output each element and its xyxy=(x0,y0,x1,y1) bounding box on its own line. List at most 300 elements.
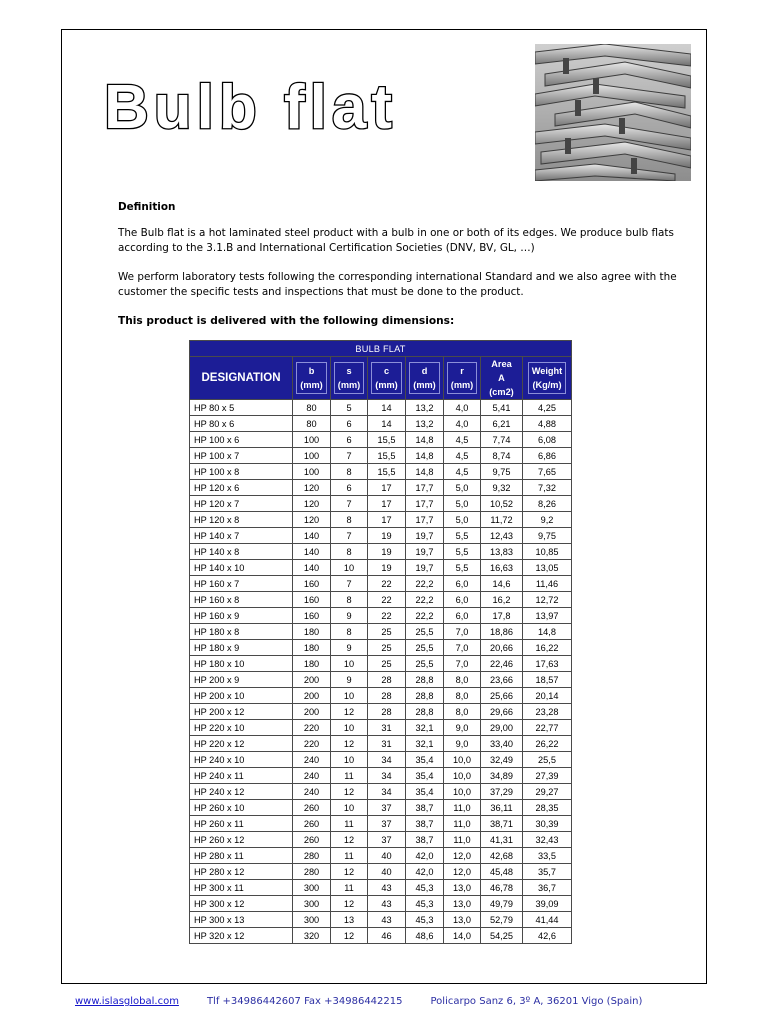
table-cell: 120 xyxy=(293,512,331,528)
table-cell: 41,44 xyxy=(523,912,572,928)
table-cell: 16,22 xyxy=(523,640,572,656)
cell-designation: HP 180 x 8 xyxy=(190,624,293,640)
table-cell: 22,46 xyxy=(481,656,523,672)
table-cell: 16,2 xyxy=(481,592,523,608)
table-cell: 8 xyxy=(331,624,368,640)
table-cell: 35,7 xyxy=(523,864,572,880)
table-cell: 12 xyxy=(331,864,368,880)
table-cell: 240 xyxy=(293,784,331,800)
table-cell: 11,0 xyxy=(444,832,481,848)
table-cell: 160 xyxy=(293,592,331,608)
table-cell: 12 xyxy=(331,896,368,912)
table-cell: 34 xyxy=(368,752,406,768)
table-cell: 22,2 xyxy=(406,608,444,624)
cell-designation: HP 160 x 7 xyxy=(190,576,293,592)
table-row xyxy=(190,576,572,592)
cell-designation: HP 300 x 12 xyxy=(190,896,293,912)
page-footer xyxy=(75,996,642,1007)
table-cell: 300 xyxy=(293,880,331,896)
definition-paragraph-2: We perform laboratory tests following the corresponding international Standard and we also agree with the customer the specific tests and inspections that must be done to the product. xyxy=(118,271,677,298)
cell-designation: HP 280 x 12 xyxy=(190,864,293,880)
cell-designation: HP 280 x 11 xyxy=(190,848,293,864)
table-cell: 13,0 xyxy=(444,896,481,912)
table-cell: 220 xyxy=(293,720,331,736)
table-cell: 37 xyxy=(368,800,406,816)
table-cell: 11 xyxy=(331,768,368,784)
table-row xyxy=(190,560,572,576)
page-title-text: Bulb flat xyxy=(104,80,397,136)
table-row xyxy=(190,896,572,912)
table-cell: 10,85 xyxy=(523,544,572,560)
table-row xyxy=(190,704,572,720)
table-cell: 29,00 xyxy=(481,720,523,736)
header-weight: Weight (Kg/m) xyxy=(523,357,572,400)
table-cell: 25 xyxy=(368,624,406,640)
table-cell: 17,8 xyxy=(481,608,523,624)
cell-designation: HP 220 x 12 xyxy=(190,736,293,752)
table-cell: 45,3 xyxy=(406,880,444,896)
table-cell: 19 xyxy=(368,544,406,560)
table-cell: 39,09 xyxy=(523,896,572,912)
table-row xyxy=(190,752,572,768)
table-cell: 320 xyxy=(293,928,331,944)
table-cell: 22,77 xyxy=(523,720,572,736)
cell-designation: HP 140 x 10 xyxy=(190,560,293,576)
table-cell: 11,0 xyxy=(444,816,481,832)
table-cell: 26,22 xyxy=(523,736,572,752)
cell-designation: HP 260 x 11 xyxy=(190,816,293,832)
table-cell: 37 xyxy=(368,816,406,832)
table-cell: 8,26 xyxy=(523,496,572,512)
table-cell: 30,39 xyxy=(523,816,572,832)
table-cell: 5,5 xyxy=(444,544,481,560)
table-cell: 4,5 xyxy=(444,448,481,464)
cell-designation: HP 80 x 5 xyxy=(190,400,293,416)
cell-designation: HP 140 x 7 xyxy=(190,528,293,544)
table-row xyxy=(190,496,572,512)
cell-designation: HP 140 x 8 xyxy=(190,544,293,560)
table-cell: 100 xyxy=(293,464,331,480)
table-cell: 260 xyxy=(293,800,331,816)
table-cell: 22 xyxy=(368,608,406,624)
table-cell: 140 xyxy=(293,528,331,544)
table-cell: 9 xyxy=(331,672,368,688)
header-designation: DESIGNATION xyxy=(190,357,293,400)
table-cell: 19 xyxy=(368,560,406,576)
table-row xyxy=(190,880,572,896)
table-cell: 34,89 xyxy=(481,768,523,784)
table-row xyxy=(190,624,572,640)
table-cell: 27,39 xyxy=(523,768,572,784)
table-cell: 12 xyxy=(331,928,368,944)
dimensions-table xyxy=(189,340,572,944)
table-row xyxy=(190,464,572,480)
table-row xyxy=(190,528,572,544)
table-cell: 15,5 xyxy=(368,448,406,464)
table-cell: 10,0 xyxy=(444,768,481,784)
table-row xyxy=(190,448,572,464)
table-cell: 160 xyxy=(293,576,331,592)
table-cell: 9,75 xyxy=(481,464,523,480)
table-cell: 38,7 xyxy=(406,800,444,816)
table-cell: 200 xyxy=(293,672,331,688)
table-cell: 5,0 xyxy=(444,512,481,528)
table-cell: 28 xyxy=(368,672,406,688)
table-cell: 260 xyxy=(293,816,331,832)
table-cell: 37,29 xyxy=(481,784,523,800)
table-cell: 280 xyxy=(293,864,331,880)
table-cell: 200 xyxy=(293,688,331,704)
table-cell: 7 xyxy=(331,576,368,592)
table-cell: 38,7 xyxy=(406,816,444,832)
table-cell: 17,63 xyxy=(523,656,572,672)
cell-designation: HP 120 x 6 xyxy=(190,480,293,496)
table-cell: 120 xyxy=(293,496,331,512)
table-cell: 45,3 xyxy=(406,912,444,928)
table-row xyxy=(190,864,572,880)
table-cell: 180 xyxy=(293,624,331,640)
table-cell: 10 xyxy=(331,688,368,704)
table-cell: 6,86 xyxy=(523,448,572,464)
table-row xyxy=(190,768,572,784)
cell-designation: HP 320 x 12 xyxy=(190,928,293,944)
table-cell: 17,7 xyxy=(406,480,444,496)
table-cell: 14,0 xyxy=(444,928,481,944)
table-cell: 7 xyxy=(331,448,368,464)
table-cell: 6 xyxy=(331,432,368,448)
table-cell: 14,8 xyxy=(406,432,444,448)
table-row xyxy=(190,640,572,656)
table-cell: 22,2 xyxy=(406,592,444,608)
table-cell: 11 xyxy=(331,816,368,832)
table-row xyxy=(190,592,572,608)
table-cell: 10,0 xyxy=(444,784,481,800)
table-cell: 52,79 xyxy=(481,912,523,928)
table-row xyxy=(190,400,572,416)
table-cell: 17,7 xyxy=(406,496,444,512)
cell-designation: HP 100 x 8 xyxy=(190,464,293,480)
table-header-row xyxy=(190,357,572,400)
table-cell: 12,0 xyxy=(444,848,481,864)
table-cell: 11 xyxy=(331,880,368,896)
table-row xyxy=(190,416,572,432)
table-cell: 160 xyxy=(293,608,331,624)
table-cell: 100 xyxy=(293,432,331,448)
table-cell: 13 xyxy=(331,912,368,928)
table-cell: 5,5 xyxy=(444,528,481,544)
table-cell: 7,32 xyxy=(523,480,572,496)
table-cell: 6,21 xyxy=(481,416,523,432)
table-cell: 200 xyxy=(293,704,331,720)
table-cell: 15,5 xyxy=(368,432,406,448)
table-cell: 34 xyxy=(368,768,406,784)
cell-designation: HP 160 x 8 xyxy=(190,592,293,608)
header-area: Area A (cm2) xyxy=(481,357,523,400)
cell-designation: HP 100 x 6 xyxy=(190,432,293,448)
header-s: s (mm) xyxy=(331,357,368,400)
footer-phone-fax: Tlf +34986442607 Fax +34986442215 xyxy=(206,996,403,1007)
table-cell: 16,63 xyxy=(481,560,523,576)
table-cell: 100 xyxy=(293,448,331,464)
table-cell: 9 xyxy=(331,640,368,656)
table-cell: 12 xyxy=(331,784,368,800)
table-row xyxy=(190,816,572,832)
table-cell: 36,7 xyxy=(523,880,572,896)
table-cell: 38,71 xyxy=(481,816,523,832)
table-cell: 11 xyxy=(331,848,368,864)
table-cell: 18,86 xyxy=(481,624,523,640)
table-cell: 22,2 xyxy=(406,576,444,592)
table-cell: 31 xyxy=(368,736,406,752)
table-cell: 7,74 xyxy=(481,432,523,448)
table-row xyxy=(190,656,572,672)
table-cell: 5,0 xyxy=(444,480,481,496)
table-row xyxy=(190,912,572,928)
table-cell: 17 xyxy=(368,512,406,528)
cell-designation: HP 240 x 11 xyxy=(190,768,293,784)
table-cell: 17 xyxy=(368,496,406,512)
table-cell: 32,43 xyxy=(523,832,572,848)
table-cell: 42,0 xyxy=(406,864,444,880)
table-cell: 40 xyxy=(368,848,406,864)
table-cell: 4,5 xyxy=(444,464,481,480)
table-cell: 8,0 xyxy=(444,688,481,704)
table-cell: 13,83 xyxy=(481,544,523,560)
table-cell: 49,79 xyxy=(481,896,523,912)
table-cell: 14 xyxy=(368,400,406,416)
table-cell: 28,35 xyxy=(523,800,572,816)
table-cell: 28,8 xyxy=(406,688,444,704)
table-cell: 6,0 xyxy=(444,608,481,624)
page-title xyxy=(104,80,529,136)
table-cell: 12,0 xyxy=(444,864,481,880)
table-cell: 36,11 xyxy=(481,800,523,816)
table-cell: 10,0 xyxy=(444,752,481,768)
table-cell: 15,5 xyxy=(368,464,406,480)
table-row xyxy=(190,928,572,944)
table-cell: 8 xyxy=(331,464,368,480)
table-cell: 6 xyxy=(331,416,368,432)
table-cell: 14,8 xyxy=(406,448,444,464)
footer-address: Policarpo Sanz 6, 3º A, 36201 Vigo (Spain) xyxy=(430,996,643,1007)
table-cell: 42,6 xyxy=(523,928,572,944)
table-cell: 37 xyxy=(368,832,406,848)
table-cell: 80 xyxy=(293,416,331,432)
table-cell: 140 xyxy=(293,560,331,576)
table-cell: 10 xyxy=(331,560,368,576)
table-cell: 12,43 xyxy=(481,528,523,544)
cell-designation: HP 120 x 7 xyxy=(190,496,293,512)
table-cell: 13,05 xyxy=(523,560,572,576)
table-cell: 32,49 xyxy=(481,752,523,768)
table-cell: 25,5 xyxy=(406,624,444,640)
table-cell: 41,31 xyxy=(481,832,523,848)
header-d: d (mm) xyxy=(406,357,444,400)
table-cell: 4,5 xyxy=(444,432,481,448)
table-cell: 22 xyxy=(368,592,406,608)
table-cell: 280 xyxy=(293,848,331,864)
table-row xyxy=(190,608,572,624)
cell-designation: HP 80 x 6 xyxy=(190,416,293,432)
table-cell: 140 xyxy=(293,544,331,560)
table-row xyxy=(190,544,572,560)
table-row xyxy=(190,784,572,800)
table-cell: 12 xyxy=(331,832,368,848)
table-cell: 7 xyxy=(331,496,368,512)
table-cell: 11,46 xyxy=(523,576,572,592)
table-cell: 20,14 xyxy=(523,688,572,704)
table-cell: 9,75 xyxy=(523,528,572,544)
cell-designation: HP 220 x 10 xyxy=(190,720,293,736)
table-cell: 40 xyxy=(368,864,406,880)
table-cell: 17,7 xyxy=(406,512,444,528)
table-cell: 35,4 xyxy=(406,784,444,800)
table-cell: 9 xyxy=(331,608,368,624)
cell-designation: HP 100 x 7 xyxy=(190,448,293,464)
table-cell: 14,8 xyxy=(523,624,572,640)
table-cell: 12 xyxy=(331,736,368,752)
table-cell: 10 xyxy=(331,752,368,768)
cell-designation: HP 120 x 8 xyxy=(190,512,293,528)
table-cell: 43 xyxy=(368,880,406,896)
table-cell: 35,4 xyxy=(406,768,444,784)
table-cell: 6,0 xyxy=(444,592,481,608)
table-cell: 48,6 xyxy=(406,928,444,944)
table-cell: 9,0 xyxy=(444,736,481,752)
table-cell: 42,0 xyxy=(406,848,444,864)
table-cell: 300 xyxy=(293,896,331,912)
table-cell: 54,25 xyxy=(481,928,523,944)
table-cell: 25,5 xyxy=(523,752,572,768)
table-cell: 12 xyxy=(331,704,368,720)
table-row xyxy=(190,480,572,496)
definition-heading: Definition xyxy=(118,201,176,213)
definition-section xyxy=(118,200,693,329)
table-cell: 240 xyxy=(293,752,331,768)
table-cell: 22 xyxy=(368,576,406,592)
table-cell: 9,0 xyxy=(444,720,481,736)
table-row xyxy=(190,800,572,816)
cell-designation: HP 180 x 9 xyxy=(190,640,293,656)
table-cell: 13,2 xyxy=(406,416,444,432)
table-cell: 29,66 xyxy=(481,704,523,720)
table-cell: 31 xyxy=(368,720,406,736)
cell-designation: HP 260 x 12 xyxy=(190,832,293,848)
table-cell: 7 xyxy=(331,528,368,544)
table-cell: 20,66 xyxy=(481,640,523,656)
table-cell: 4,25 xyxy=(523,400,572,416)
table-cell: 8 xyxy=(331,544,368,560)
table-cell: 13,97 xyxy=(523,608,572,624)
table-row xyxy=(190,688,572,704)
table-cell: 7,0 xyxy=(444,656,481,672)
table-cell: 11,72 xyxy=(481,512,523,528)
table-cell: 5,0 xyxy=(444,496,481,512)
table-cell: 10 xyxy=(331,656,368,672)
header-c: c (mm) xyxy=(368,357,406,400)
table-cell: 80 xyxy=(293,400,331,416)
table-cell: 13,0 xyxy=(444,912,481,928)
dimensions-heading: This product is delivered with the following dimensions: xyxy=(118,315,455,327)
table-cell: 11,0 xyxy=(444,800,481,816)
table-cell: 19,7 xyxy=(406,544,444,560)
cell-designation: HP 200 x 10 xyxy=(190,688,293,704)
cell-designation: HP 180 x 10 xyxy=(190,656,293,672)
table-cell: 19 xyxy=(368,528,406,544)
table-cell: 4,0 xyxy=(444,400,481,416)
table-cell: 25,5 xyxy=(406,640,444,656)
table-cell: 25 xyxy=(368,656,406,672)
table-band-title: BULB FLAT xyxy=(190,341,572,357)
table-cell: 7,0 xyxy=(444,624,481,640)
table-row xyxy=(190,720,572,736)
table-cell: 13,0 xyxy=(444,880,481,896)
table-cell: 25,5 xyxy=(406,656,444,672)
table-cell: 4,88 xyxy=(523,416,572,432)
cell-designation: HP 300 x 13 xyxy=(190,912,293,928)
table-row xyxy=(190,848,572,864)
table-cell: 180 xyxy=(293,640,331,656)
table-cell: 34 xyxy=(368,784,406,800)
table-cell: 14,8 xyxy=(406,464,444,480)
table-body xyxy=(190,400,572,944)
table-cell: 25 xyxy=(368,640,406,656)
table-cell: 17 xyxy=(368,480,406,496)
table-cell: 6,0 xyxy=(444,576,481,592)
cell-designation: HP 240 x 10 xyxy=(190,752,293,768)
table-cell: 18,57 xyxy=(523,672,572,688)
table-cell: 29,27 xyxy=(523,784,572,800)
table-cell: 5,41 xyxy=(481,400,523,416)
table-cell: 12,72 xyxy=(523,592,572,608)
table-cell: 28,8 xyxy=(406,672,444,688)
table-cell: 13,2 xyxy=(406,400,444,416)
table-row xyxy=(190,736,572,752)
table-cell: 180 xyxy=(293,656,331,672)
table-cell: 10 xyxy=(331,720,368,736)
table-cell: 7,0 xyxy=(444,640,481,656)
table-cell: 9,2 xyxy=(523,512,572,528)
table-cell: 4,0 xyxy=(444,416,481,432)
table-cell: 32,1 xyxy=(406,736,444,752)
table-cell: 46 xyxy=(368,928,406,944)
cell-designation: HP 200 x 9 xyxy=(190,672,293,688)
table-cell: 120 xyxy=(293,480,331,496)
definition-paragraph-1: The Bulb flat is a hot laminated steel product with a bulb in one or both of its edges. We produce bulb flats according to the 3.1.B and International Certification Societies (DNV, BV, GL, …) xyxy=(118,227,674,254)
header-b: b (mm) xyxy=(293,357,331,400)
table-cell: 260 xyxy=(293,832,331,848)
steel-bulb-flat-photo xyxy=(535,44,691,181)
table-row xyxy=(190,672,572,688)
cell-designation: HP 160 x 9 xyxy=(190,608,293,624)
table-cell: 300 xyxy=(293,912,331,928)
table-cell: 6,08 xyxy=(523,432,572,448)
table-cell: 5 xyxy=(331,400,368,416)
table-cell: 46,78 xyxy=(481,880,523,896)
table-cell: 8 xyxy=(331,592,368,608)
header-r: r (mm) xyxy=(444,357,481,400)
table-cell: 23,28 xyxy=(523,704,572,720)
table-cell: 8 xyxy=(331,512,368,528)
table-cell: 28,8 xyxy=(406,704,444,720)
table-cell: 10,52 xyxy=(481,496,523,512)
table-cell: 38,7 xyxy=(406,832,444,848)
table-cell: 45,48 xyxy=(481,864,523,880)
table-cell: 25,66 xyxy=(481,688,523,704)
table-cell: 45,3 xyxy=(406,896,444,912)
table-cell: 32,1 xyxy=(406,720,444,736)
website-link[interactable]: www.islasglobal.com xyxy=(75,996,179,1007)
